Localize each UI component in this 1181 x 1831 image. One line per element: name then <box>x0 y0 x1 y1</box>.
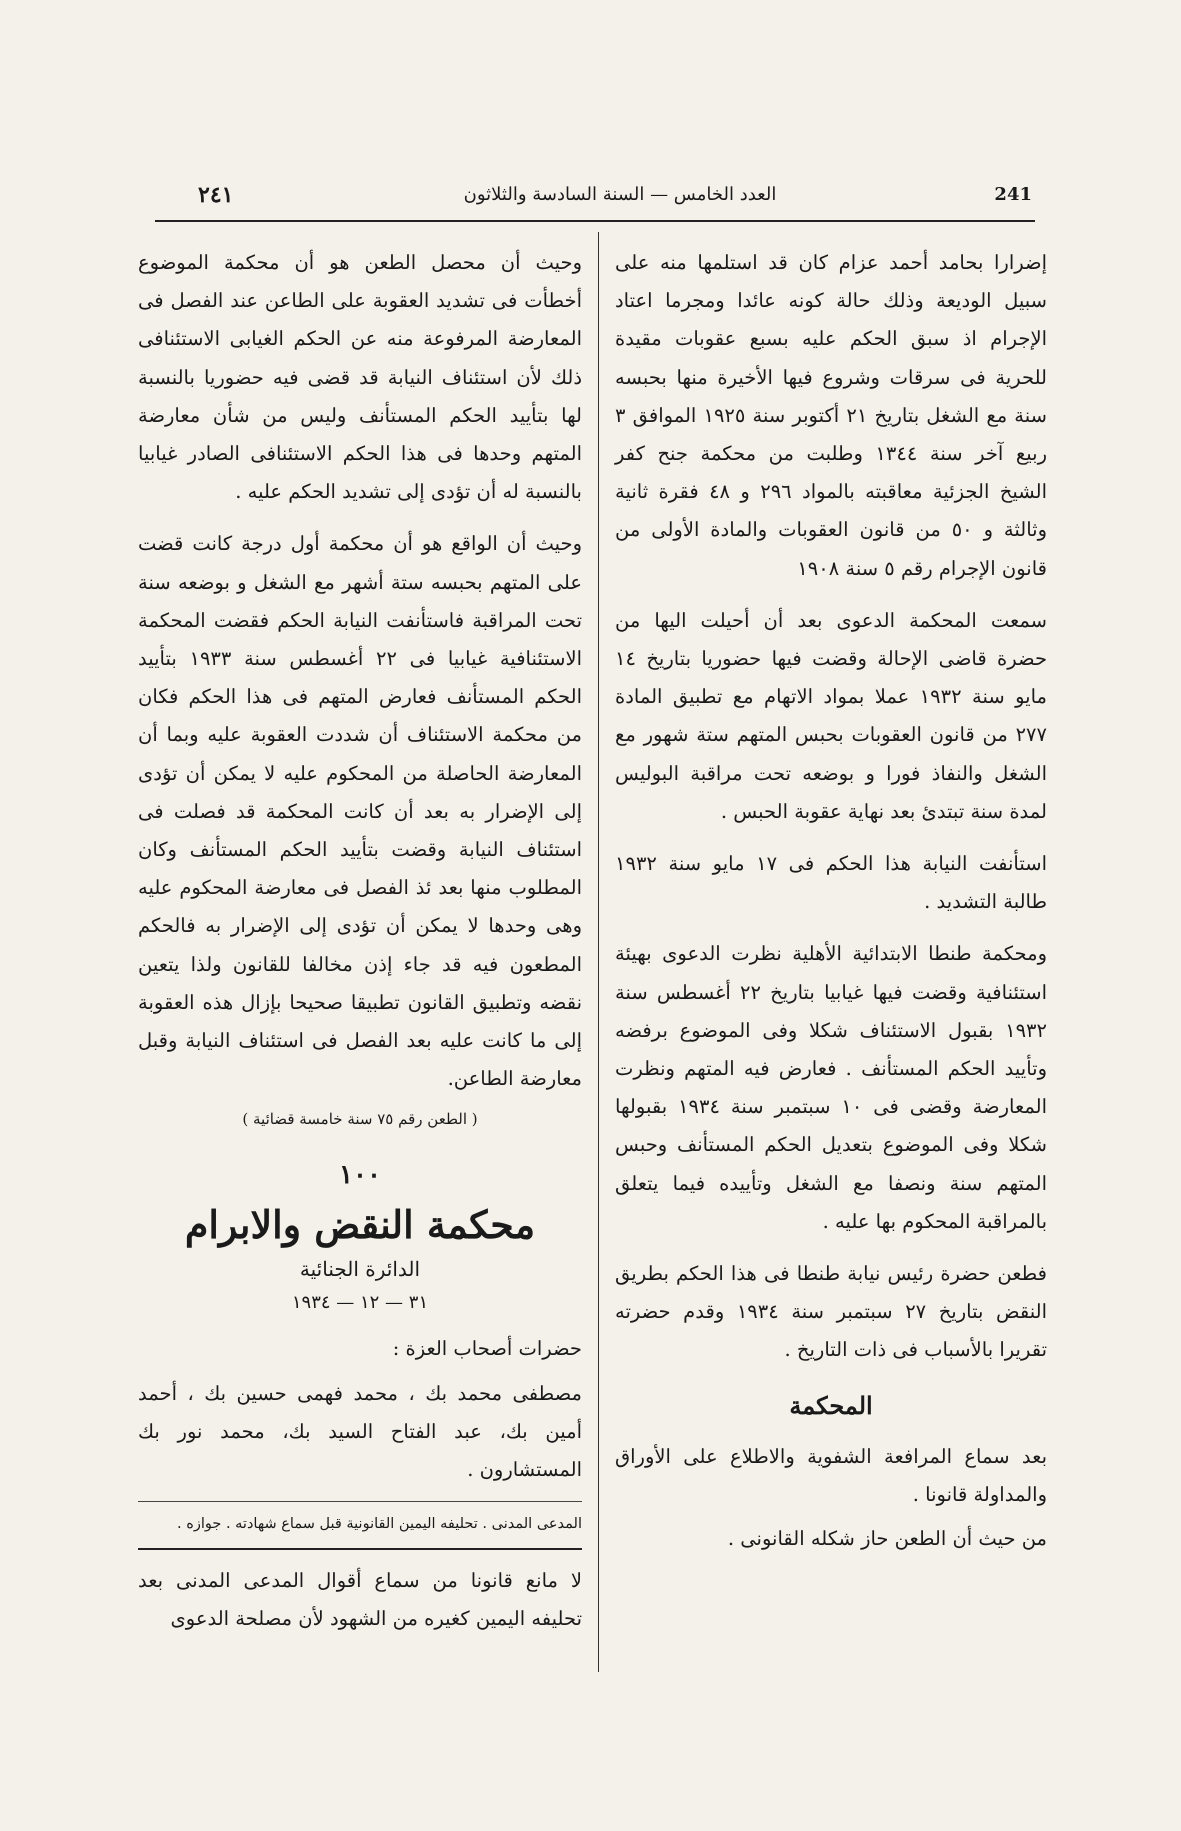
paragraph: وحيث أن محصل الطعن هو أن محكمة الموضوع أخطأت فى تشديد العقوبة على الطاعن عند الفصل فى المعارضة المرفوعة منه عن الحكم الغيابى الاستئنافى ذلك لأن استئناف النيابة قد قضى فيه حضوريا بالنسبة لها بتأييد الحكم المستأنف وليس من شأن معارضة المتهم وحدها فى هذا الحكم الاستئنافى الصادر غيابيا بالنسبة له أن تؤدى إلى تشديد الحكم عليه . <box>138 251 582 504</box>
right-column <box>615 244 1047 1572</box>
header-rule <box>155 220 1035 222</box>
paragraph: بعد سماع المرافعة الشفوية والاطلاع على الأوراق والمداولة قانونا . <box>615 1444 1047 1506</box>
section-heading: المحكمة <box>789 1390 873 1420</box>
paragraph: ومحكمة طنطا الابتدائية الأهلية نظرت الدعوى بهيئة استئنافية وقضت فيها غيابيا بتاريخ ٢٢ أغسطس سنة ١٩٣٢ بقبول الاستئناف شكلا وفى الموضوع برفضه وتأييد الحكم المستأنف . فعارض فيه المتهم ونظرت المعارضة وقضى فى ١٠ سبتمبر سنة ١٩٣٤ بقبولها شكلا وفى الموضوع بتعديل الحكم المستأنف وحبس المتهم سنة ونصفا مع الشغل وتأييده فيما يتعلق بالمراقبة المحكوم بها عليه . <box>615 942 1047 1233</box>
ruling-text: لا مانع قانونا من سماع أقوال المدعى المدنى بعد تحليفه اليمين كغيره من الشهود لأن مصلحة الدعوى <box>138 1548 582 1638</box>
case-summary: المدعى المدنى . تحليفه اليمين القانونية قبل سماع شهادته . جوازه . <box>138 1501 582 1538</box>
running-title: العدد الخامس — السنة السادسة والثلاثون <box>463 184 777 205</box>
case-citation: ( الطعن رقم ٧٥ سنة خامسة قضائية ) <box>242 1110 478 1129</box>
left-column <box>138 244 582 1638</box>
column-divider <box>598 232 599 1672</box>
paragraph: سمعت المحكمة الدعوى بعد أن أحيلت اليها من حضرة قاضى الإحالة وقضت فيها حضوريا بتاريخ ١٤ مايو سنة ١٩٣٢ عملا بمواد الاتهام مع تطبيق المادة ٢٧٧ من قانون العقوبات بحبس المتهم ستة شهور مع الشغل والنفاذ فورا و بوضعه تحت مراقبة البوليس لمدة سنة تبتدئ بعد نهاية عقوبة الحبس . <box>615 608 1047 823</box>
circuit-name: الدائرة الجنائية <box>299 1257 421 1282</box>
case-date: ٣١ — ١٢ — ١٩٣٤ <box>291 1292 429 1314</box>
case-number: ١٠٠ <box>339 1160 381 1191</box>
paragraph: من حيث أن الطعن حاز شكله القانونى . <box>727 1527 1047 1551</box>
paragraph: فطعن حضرة رئيس نيابة طنطا فى هذا الحكم بطريق النقض بتاريخ ٢٧ سبتمبر سنة ١٩٣٤ وقدم حضرته تقريرا بالأسباب فى ذات التاريخ . <box>615 1262 1047 1362</box>
court-title: محكمة النقض والابرام <box>184 1202 536 1248</box>
paragraph: إضرارا بحامد أحمد عزام كان قد استلمها منه على سبيل الوديعة وذلك حالة كونه عائدا ومجرما اعتاد الإجرام اذ سبق الحكم عليه بسبع عقوبات مقيدة للحرية فى سرقات وشروع فيها الأخيرة منها بحبسه سنة مع الشغل بتاريخ ٢١ أكتوبر سنة ١٩٢٥ الموافق ٣ ربيع آخر سنة ١٣٤٤ وطلبت من محكمة جنح كفر الشيخ الجزئية معاقبته بالمواد ٢٩٦ و ٤٨ فقرة ثانية وثالثة و ٥٠ من قانون العقوبات والمادة الأولى من قانون الإجرام رقم ٥ سنة ١٩٠٨ <box>615 251 1047 580</box>
page-number-latin: 241 <box>994 184 1032 205</box>
page-header <box>150 176 1050 216</box>
bench-intro: حضرات أصحاب العزة : <box>392 1337 582 1361</box>
paragraph: استأنفت النيابة هذا الحكم فى ١٧ مايو سنة ١٩٣٢ طالبة التشديد . <box>615 852 1047 914</box>
paragraph: وحيث أن الواقع هو أن محكمة أول درجة كانت قضت على المتهم بحبسه ستة أشهر مع الشغل و بوضعه سنة تحت المراقبة فاستأنفت النيابة الحكم فقضت المحكمة الاستئنافية غيابيا فى ٢٢ أغسطس سنة ١٩٣٣ بتأييد الحكم المستأنف فعارض المتهم فى هذا الحكم فكان من محكمة الاستئناف أن شددت العقوبة عليه وبما أن المعارضة الحاصلة من المحكوم عليه لا يمكن أن تؤدى إلى الإضرار به بعد أن كانت المحكمة قد فصلت فى استئناف النيابة وقضت بتأييد الحكم المستأنف وكان المطلوب منها بعد ئذ الفصل فى معارضة المحكوم عليه وهى وحدها لا يمكن أن تؤدى إلى الإضرار به فالحكم المطعون فيه قد جاء إذن مخالفا للقانون ولذا يتعين نقضه وتطبيق القانون تطبيقا صحيحا بإزال هذه العقوبة إلى ما كانت عليه بعد الفصل فى استئناف النيابة وقبل معارضة الطاعن. <box>138 532 582 1091</box>
page-number-arabic: ٢٤١ <box>198 182 234 208</box>
bench-members: مصطفى محمد بك ، محمد فهمى حسين بك ، أحمد أمين بك، عبد الفتاح السيد بك، محمد نور بك المستشارون . <box>138 1381 582 1482</box>
